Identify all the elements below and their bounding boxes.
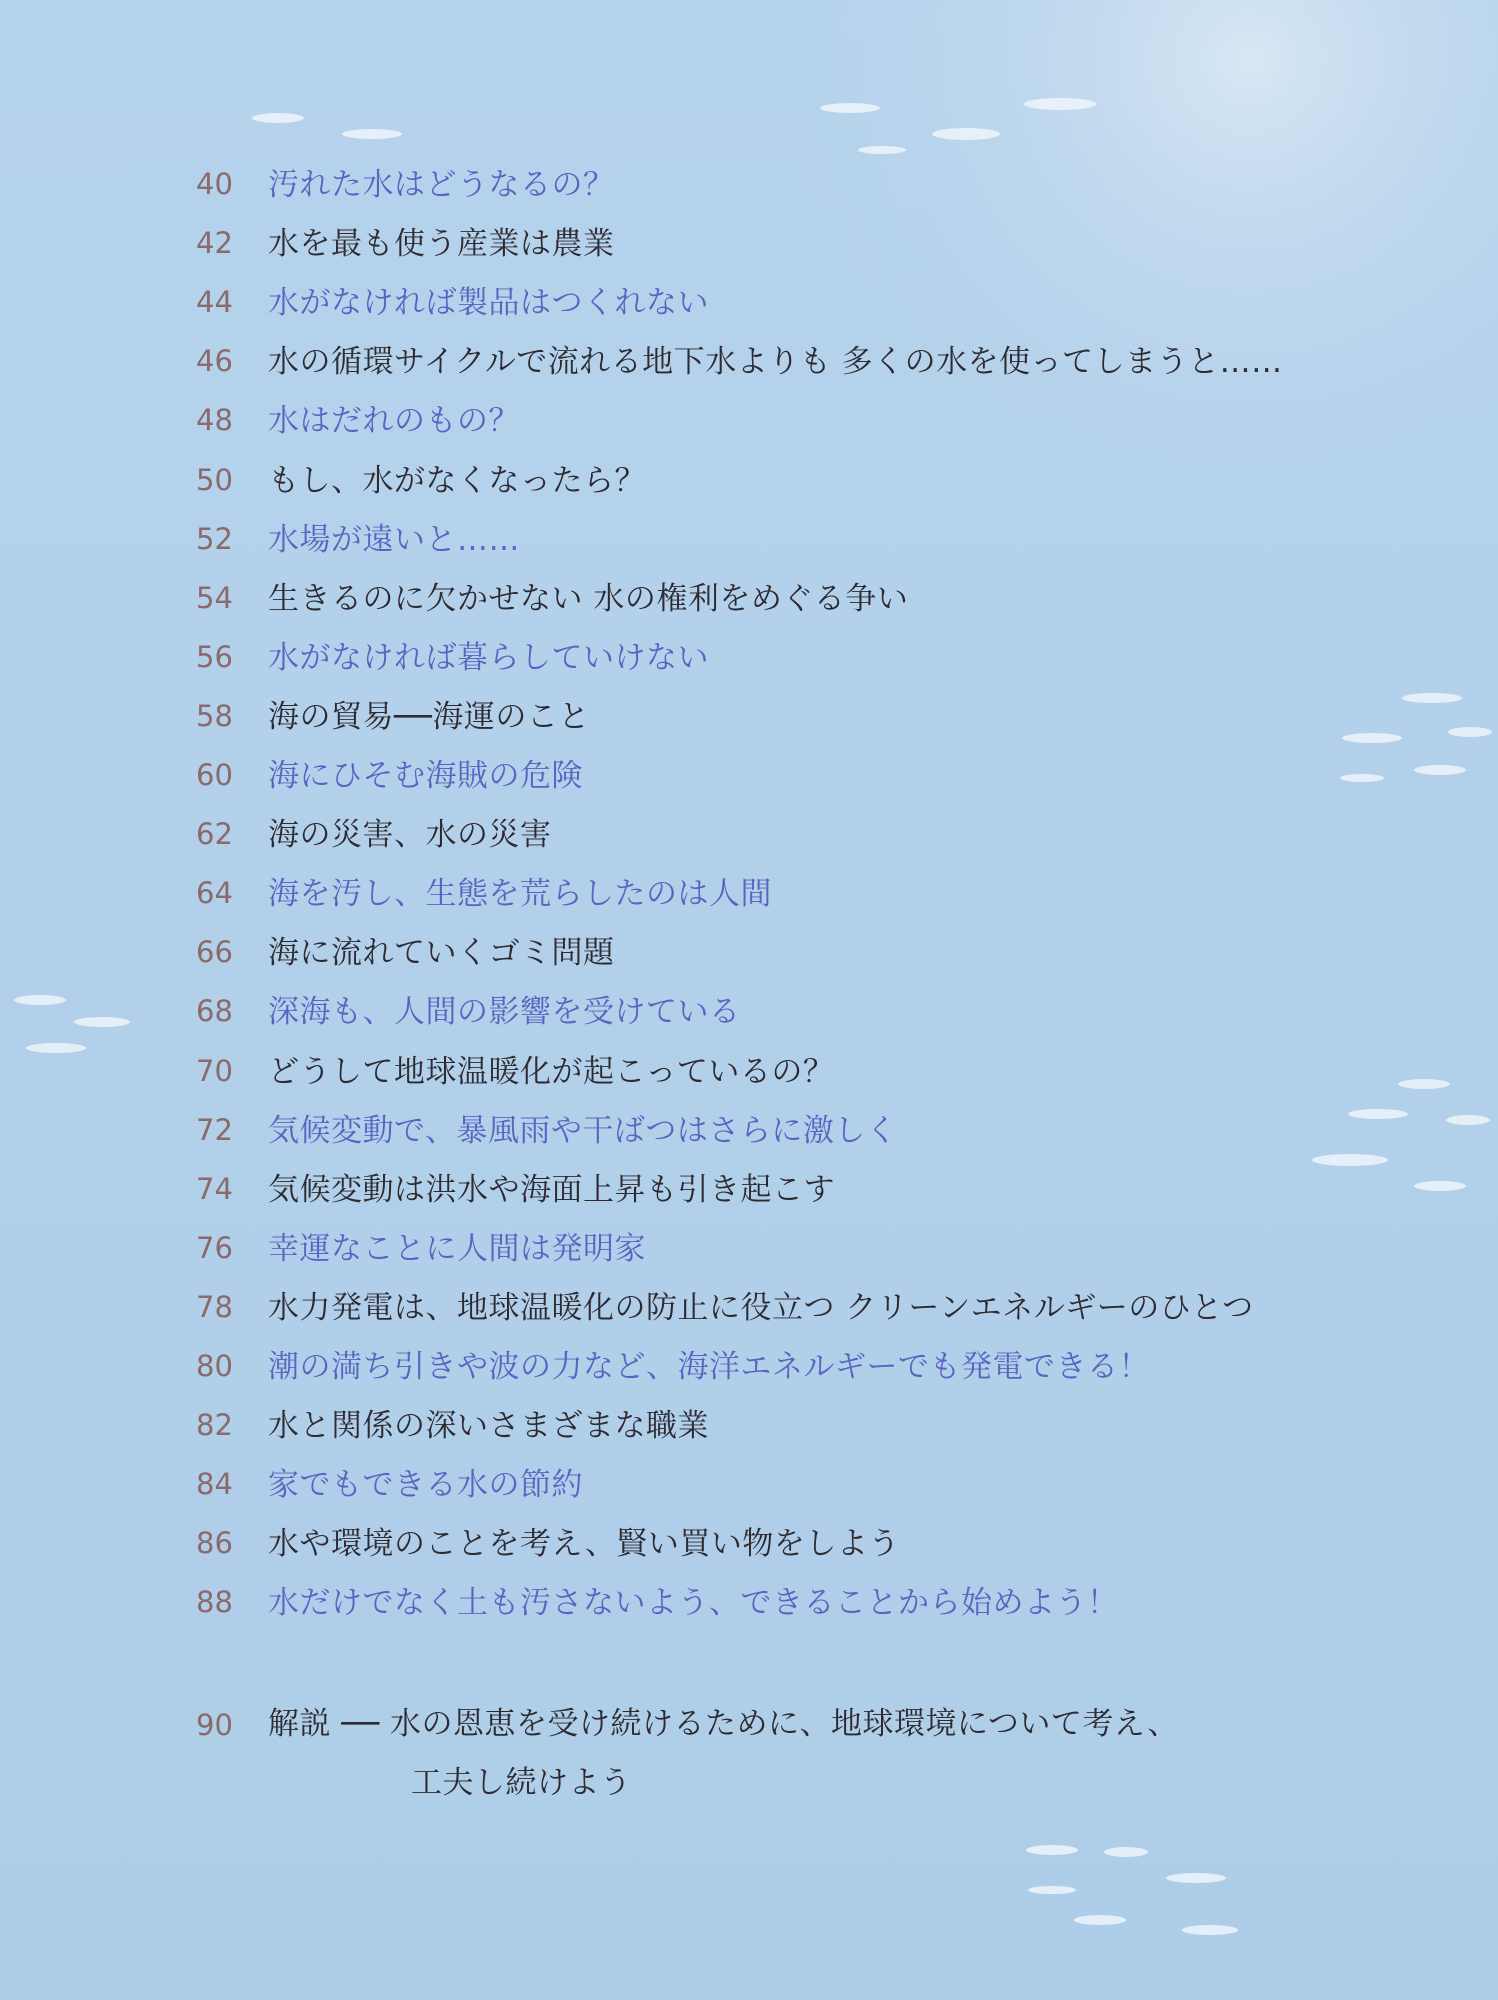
toc-title-line1: 解説 ── 水の恩恵を受け続けるために、地球環境について考え、 <box>268 1706 1179 1743</box>
toc-entry[interactable] <box>196 741 1396 800</box>
toc-title: 潮の満ち引きや波の力など、海洋エネルギーでも発電できる！ <box>268 1348 1150 1385</box>
toc-spacer <box>196 1627 1396 1687</box>
toc-entry[interactable] <box>196 1509 1396 1568</box>
toc-title: 海にひそむ海賊の危険 <box>268 758 583 795</box>
toc-title: 海の災害、水の災害 <box>268 817 552 854</box>
toc-entry[interactable] <box>196 1096 1396 1155</box>
toc-page-number: 56 <box>196 639 233 674</box>
toc-page-number: 66 <box>196 935 233 970</box>
toc-entry[interactable] <box>196 918 1396 977</box>
toc-entry[interactable] <box>196 623 1396 682</box>
toc-page-number: 50 <box>196 462 233 497</box>
toc-page-number: 60 <box>196 758 233 793</box>
toc-entry[interactable] <box>196 1214 1396 1273</box>
toc-page-number: 48 <box>196 403 233 438</box>
toc-page-number: 54 <box>196 580 233 615</box>
toc-page-number: 74 <box>196 1171 233 1206</box>
toc-title: 気候変動で、暴風雨や干ばつはさらに激しく <box>268 1112 898 1149</box>
toc-title: 生きるのに欠かせない 水の権利をめぐる争い <box>268 580 909 617</box>
toc-page-number: 64 <box>196 876 233 911</box>
toc-entry[interactable] <box>196 1391 1396 1450</box>
toc-page-number: 90 <box>196 1708 233 1743</box>
toc-title: 水がなければ製品はつくれない <box>268 285 709 322</box>
toc-page-number: 68 <box>196 994 233 1029</box>
toc-title: 海を汚し、生態を荒らしたのは人間 <box>268 876 772 913</box>
toc-entry[interactable] <box>196 1036 1396 1095</box>
toc-entry[interactable] <box>196 977 1396 1036</box>
toc-title: もし、水がなくなったら？ <box>268 462 646 499</box>
toc-entry[interactable] <box>196 800 1396 859</box>
toc-entry[interactable] <box>196 268 1396 327</box>
toc-title: 水はだれのもの？ <box>268 403 520 440</box>
toc-title: 幸運なことに人間は発明家 <box>268 1230 646 1267</box>
toc-page-number: 76 <box>196 1230 233 1265</box>
toc-entry-commentary[interactable] <box>196 1687 1396 1802</box>
toc-title: 水だけでなく土も汚さないよう、できることから始めよう！ <box>268 1585 1119 1622</box>
toc-title: 海の貿易──海運のこと <box>268 698 590 735</box>
toc-title: 水を最も使う産業は農業 <box>268 226 615 263</box>
toc-title: 水場が遠いと…… <box>268 521 520 558</box>
toc-title: どうして地球温暖化が起こっているの？ <box>268 1053 835 1090</box>
toc-title: 汚れた水はどうなるの？ <box>268 167 615 204</box>
toc-entry[interactable] <box>196 445 1396 504</box>
toc-title: 海に流れていくゴミ問題 <box>268 935 615 972</box>
toc-entry[interactable] <box>196 1155 1396 1214</box>
toc-page-number: 88 <box>196 1585 233 1620</box>
toc-entry[interactable] <box>196 859 1396 918</box>
toc-title-line2: 工夫し続けよう <box>411 1765 632 1802</box>
toc-entry[interactable] <box>196 564 1396 623</box>
toc-page-number: 78 <box>196 1289 233 1324</box>
toc-page-number: 46 <box>196 344 233 379</box>
toc-title: 家でもできる水の節約 <box>268 1467 583 1504</box>
toc-page-number: 62 <box>196 817 233 852</box>
table-of-contents <box>196 150 1396 1802</box>
toc-title-block <box>268 1687 1179 1802</box>
toc-title: 水力発電は、地球温暖化の防止に役立つ クリーンエネルギーのひとつ <box>268 1289 1254 1326</box>
toc-page-number: 52 <box>196 521 233 556</box>
toc-page-number: 42 <box>196 226 233 261</box>
toc-page-number: 70 <box>196 1053 233 1088</box>
toc-page-number: 80 <box>196 1348 233 1383</box>
toc-title: 水の循環サイクルで流れる地下水よりも 多くの水を使ってしまうと…… <box>268 344 1283 381</box>
toc-title: 深海も、人間の影響を受けている <box>268 994 741 1031</box>
toc-title: 水と関係の深いさまざまな職業 <box>268 1408 709 1445</box>
toc-entry[interactable] <box>196 1568 1396 1627</box>
toc-entry[interactable] <box>196 327 1396 386</box>
toc-entry[interactable] <box>196 150 1396 209</box>
toc-entry[interactable] <box>196 209 1396 268</box>
toc-page-number: 84 <box>196 1467 233 1502</box>
toc-entry[interactable] <box>196 1273 1396 1332</box>
toc-page-number: 44 <box>196 285 233 320</box>
toc-entry[interactable] <box>196 1450 1396 1509</box>
toc-entry[interactable] <box>196 682 1396 741</box>
toc-page-number: 72 <box>196 1112 233 1147</box>
toc-title: 気候変動は洪水や海面上昇も引き起こす <box>268 1171 835 1208</box>
toc-entry[interactable] <box>196 505 1396 564</box>
toc-page-number: 82 <box>196 1408 233 1443</box>
toc-entry[interactable] <box>196 386 1396 445</box>
toc-entry[interactable] <box>196 1332 1396 1391</box>
toc-page-number: 58 <box>196 698 233 733</box>
toc-page-number: 86 <box>196 1526 233 1561</box>
toc-title: 水がなければ暮らしていけない <box>268 639 709 676</box>
toc-page-number: 40 <box>196 167 233 202</box>
toc-title: 水や環境のことを考え、賢い買い物をしよう <box>268 1526 900 1563</box>
